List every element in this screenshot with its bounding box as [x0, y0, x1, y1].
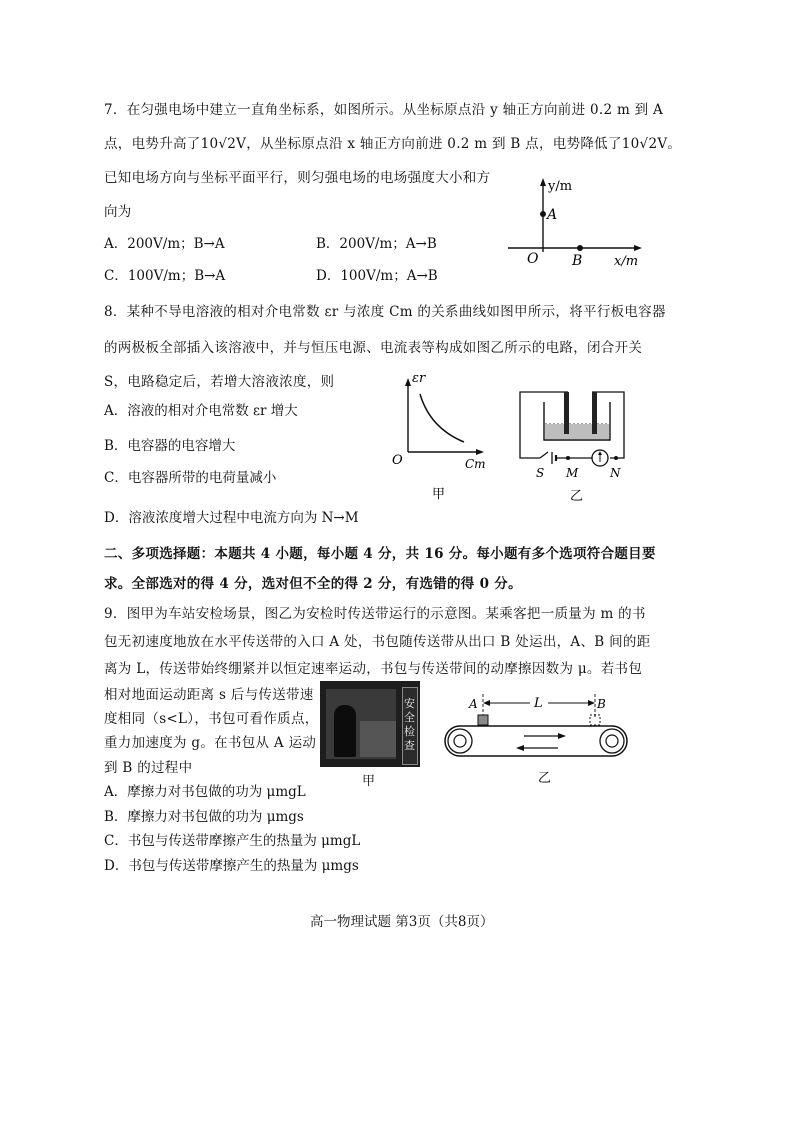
- q8-line-1: 8．某种不导电溶液的相对介电常数 εr 与浓度 Cm 的关系曲线如图甲所示，将平行板电容器: [104, 304, 666, 320]
- q7-option-d: D．100V/m；A→B: [316, 268, 438, 284]
- left-pulley: [448, 729, 472, 753]
- q8-line-2: 的两极板全部插入该溶液中，并与恒压电源、电流表等构成如图乙所示的电路，闭合开关: [104, 340, 643, 356]
- q7-coordinate-figure: [500, 170, 650, 275]
- q7-line-4: 向为: [104, 204, 132, 220]
- q8-circuit-yi: [512, 380, 637, 505]
- q8-line-3: S，电路稳定后，若增大溶液浓度，则: [104, 374, 335, 390]
- q9-line-5: 度相同（s<L），书包可看作质点，: [104, 711, 319, 727]
- q7-line-2: 点，电势升高了10√2V，从坐标原点沿 x 轴正方向前进 0.2 m 到 B 点，电势降低了10√2V。: [104, 136, 682, 152]
- q9-line-1: 9．图甲为车站安检场景，图乙为安检时传送带运行的示意图。某乘客把一质量为 m 的书: [104, 606, 646, 622]
- q7-option-c: C．100V/m；B→A: [104, 268, 226, 284]
- conveyor-belt-diagram: [440, 688, 640, 803]
- point-b-label: B: [572, 253, 583, 269]
- section-2-instructions: 求。全部选对的得 4 分，选对但不全的得 2 分，有选错的得 0 分。: [104, 576, 522, 592]
- right-pulley: [600, 729, 624, 753]
- figure-yi-caption: 乙: [570, 489, 584, 504]
- section-2-heading: 二、多项选择题：本题共 4 小题，每小题 4 分，共 16 分。每小题有多个选项符合题目要: [104, 546, 656, 562]
- q8-option-c: C．电容器所带的电荷量减小: [104, 470, 277, 486]
- q9-line-4: 相对地面运动距离 s 后与传送带速: [104, 687, 314, 703]
- security-sign: 安 全 检 查: [404, 697, 415, 752]
- switch-s: [540, 452, 548, 458]
- switch-label: S: [536, 466, 545, 480]
- x-axis-label: x/m: [614, 254, 639, 269]
- point-m-label: M: [566, 466, 579, 480]
- q9-option-b: B．摩擦力对书包做的功为 μmgs: [104, 809, 304, 825]
- q9-option-d: D．书包与传送带摩擦产生的热量为 μmgs: [104, 858, 359, 874]
- capacitor-plate-left: [564, 392, 569, 434]
- q9-option-c: C．书包与传送带摩擦产生的热量为 μmgL: [104, 833, 361, 849]
- origin-label: O: [527, 251, 539, 267]
- cm-label: Cm: [465, 457, 486, 471]
- q7-line-1: 7．在匀强电场中建立一直角坐标系，如图所示。从坐标原点沿 y 轴正方向前进 0.2 m 到 A: [104, 102, 664, 118]
- schoolbag-block: [478, 715, 488, 725]
- q7-option-b: B．200V/m；A→B: [316, 236, 437, 252]
- page-footer: 高一物理试题 第3页（共8页）: [310, 914, 494, 930]
- q8-graph-jia: [390, 368, 490, 503]
- q9-option-a: A．摩擦力对书包做的功为 μmgL: [104, 784, 306, 800]
- q9-line-2: 包无初速度地放在水平传送带的入口 A 处，书包随传送带从出口 B 处运出，A、B 间的距: [104, 634, 651, 650]
- q8-option-a: A．溶液的相对介电常数 εr 增大: [104, 403, 298, 419]
- point-b-dot: [577, 245, 583, 251]
- point-b-label: B: [597, 697, 606, 711]
- origin-label: O: [392, 453, 403, 468]
- point-a-label: A: [469, 697, 478, 711]
- point-n-label: N: [610, 466, 621, 480]
- q9-line-6: 重力加速度为 g。在书包从 A 运动: [104, 735, 317, 751]
- q7-line-3: 已知电场方向与坐标平面平行，则匀强电场的电场强度大小和方: [104, 170, 491, 186]
- epsilon-label: εr: [412, 371, 426, 386]
- figure-jia-caption: 甲: [432, 487, 446, 502]
- y-axis-label: y/m: [548, 179, 573, 194]
- q9-line-7: 到 B 的过程中: [104, 760, 193, 776]
- q9-line-3: 离为 L，传送带始终绷紧并以恒定速率运动，书包与传送带间的动摩擦因数为 μ。若书包: [104, 661, 643, 677]
- capacitor-plate-right: [592, 392, 597, 434]
- q8-option-d: D．溶液浓度增大过程中电流方向为 N→M: [104, 510, 359, 526]
- distance-l-label: L: [534, 696, 543, 711]
- q7-option-a: A．200V/m；B→A: [104, 236, 225, 252]
- point-a-label: A: [547, 207, 558, 223]
- figure-yi-caption: 乙: [538, 771, 552, 786]
- q8-option-b: B．电容器的电容增大: [104, 438, 236, 454]
- photo-caption-jia: 甲: [362, 774, 376, 789]
- security-check-photo: [320, 681, 420, 767]
- permittivity-curve: [420, 394, 464, 442]
- point-a-dot: [540, 211, 546, 217]
